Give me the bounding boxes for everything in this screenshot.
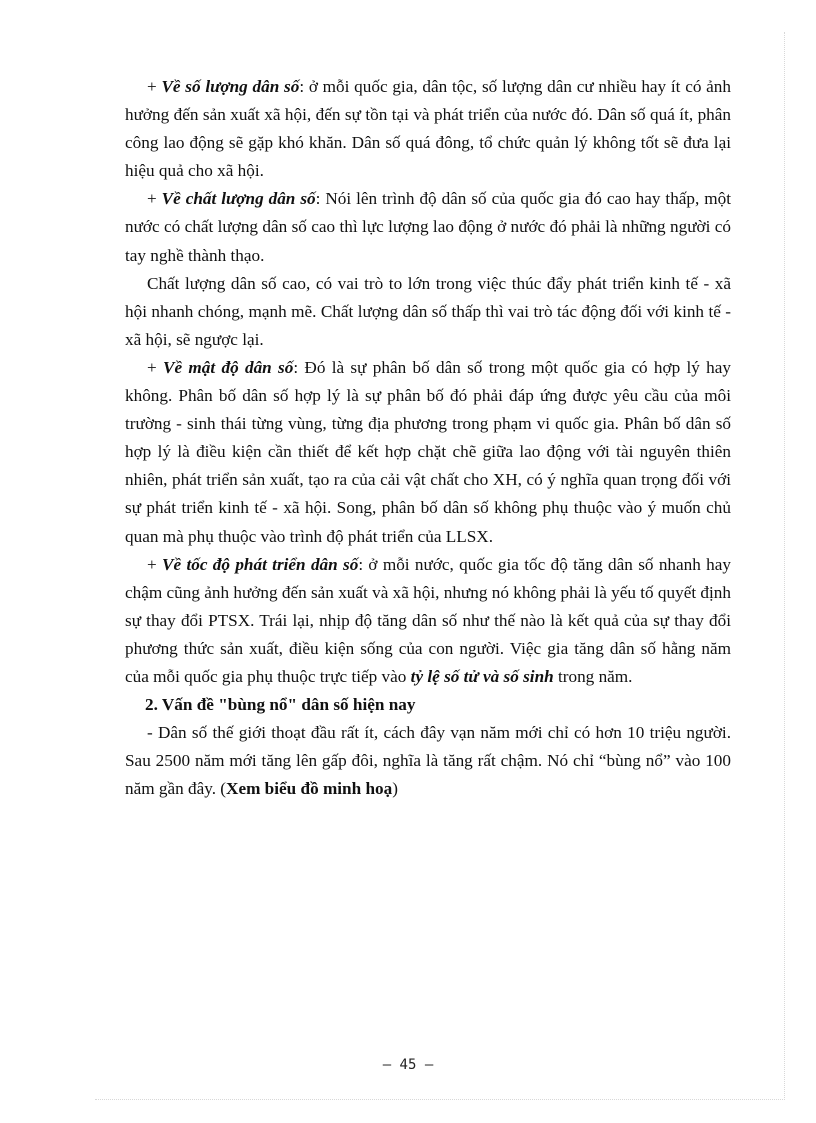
term-population-quality: Về chất lượng dân số (161, 189, 316, 209)
bullet-prefix: + (147, 77, 162, 96)
page-number: – 45 – (382, 1057, 434, 1073)
paragraph-population-quality (125, 185, 731, 269)
paragraph-text: : ở mỗi nước, quốc gia tốc độ tăng dân số nhanh hay chậm cũng ảnh hưởng đến sản xuất và xã hội, nhưng nó không phải là yếu tố quyết định sự thay đổi PTSX. Trái lại, nhịp độ tăng dân số như thế nào là kết quả của sự thay đổi phương thức sản xuất, điều kiện sống của con người. Việc gia tăng dân số hằng năm của mỗi quốc gia phụ thuộc trực tiếp vào (125, 554, 731, 686)
paragraph-quality-role (125, 270, 731, 354)
paragraph-text: : ở mỗi quốc gia, dân tộc, số lượng dân cư nhiều hay ít có ảnh hưởng đến sản xuất xã hội, đến sự tồn tại và phát triển của nước đó. Dân số quá ít, phân công lao động sẽ gặp khó khăn. Dân số quá đông, tổ chức quản lý không tốt sẽ đưa lại hiệu quả cho xã hội. (125, 77, 731, 181)
paragraph-population-growth (125, 551, 731, 691)
bullet-prefix: + (147, 189, 162, 209)
bullet-prefix: + (147, 357, 164, 377)
section-heading: 2. Vấn đề "bùng nổ" dân số hiện nay (145, 695, 416, 715)
document-body (125, 73, 731, 803)
paragraph-text: - Dân số thế giới thoạt đầu rất ít, cách đây vạn năm mới chỉ có hơn 10 triệu người. Sau 2500 năm mới tăng lên gấp đôi, nghĩa là tăng rất chậm. Nó chỉ “bùng nổ” vào 100 năm gần đây. ( (125, 723, 731, 799)
paragraph-text: : Nói lên trình độ dân số của quốc gia đó cao hay thấp, một nước có chất lượng dân số cao thì lực lượng lao động ở nước đó phải là những người có tay nghề thành thạo. (125, 189, 731, 265)
chart-reference: Xem biểu đồ minh hoạ (226, 779, 393, 799)
term-population-density: Về mật độ dân số (163, 357, 294, 377)
paragraph-population-density (125, 354, 731, 551)
paragraph-text: : Đó là sự phân bố dân số trong một quốc gia có hợp lý hay không. Phân bố dân số hợp lý là sự phân bố đó phải đáp ứng được yêu cầu của môi trường - sinh thái từng vùng, từng địa phương trong phạm vi quốc gia. Phân bố dân số hợp lý là điều kiện cần thiết để kết hợp chặt chẽ giữa lao động với tài nguyên thiên nhiên, phát triển sản xuất, tạo ra của cải vật chất cho XH, có ý nghĩa quan trọng đối với sự phát triển kinh tế - xã hội. Song, phân bố dân số không phụ thuộc vào ý muốn chủ quan mà phụ thuộc vào trình độ phát triển của LLSX. (125, 357, 731, 546)
bullet-prefix: + (147, 554, 163, 574)
paragraph-world-population (125, 719, 731, 803)
paragraph-text: Chất lượng dân số cao, có vai trò to lớn trong việc thúc đẩy phát triển kinh tế - xã hội nhanh chóng, mạnh mẽ. Chất lượng dân số thấp thì vai trò tác động đối với kinh tế - xã hội, sẽ ngược lại. (125, 273, 731, 349)
term-birth-death-rate: tỷ lệ số tử và số sinh (410, 666, 554, 686)
paragraph-suffix: ) (392, 779, 398, 799)
term-population-growth: Về tốc độ phát triển dân số (162, 554, 359, 574)
term-population-size: Về số lượng dân số (161, 77, 300, 96)
paragraph-population-size (125, 73, 731, 185)
paragraph-suffix: trong năm. (553, 666, 633, 686)
